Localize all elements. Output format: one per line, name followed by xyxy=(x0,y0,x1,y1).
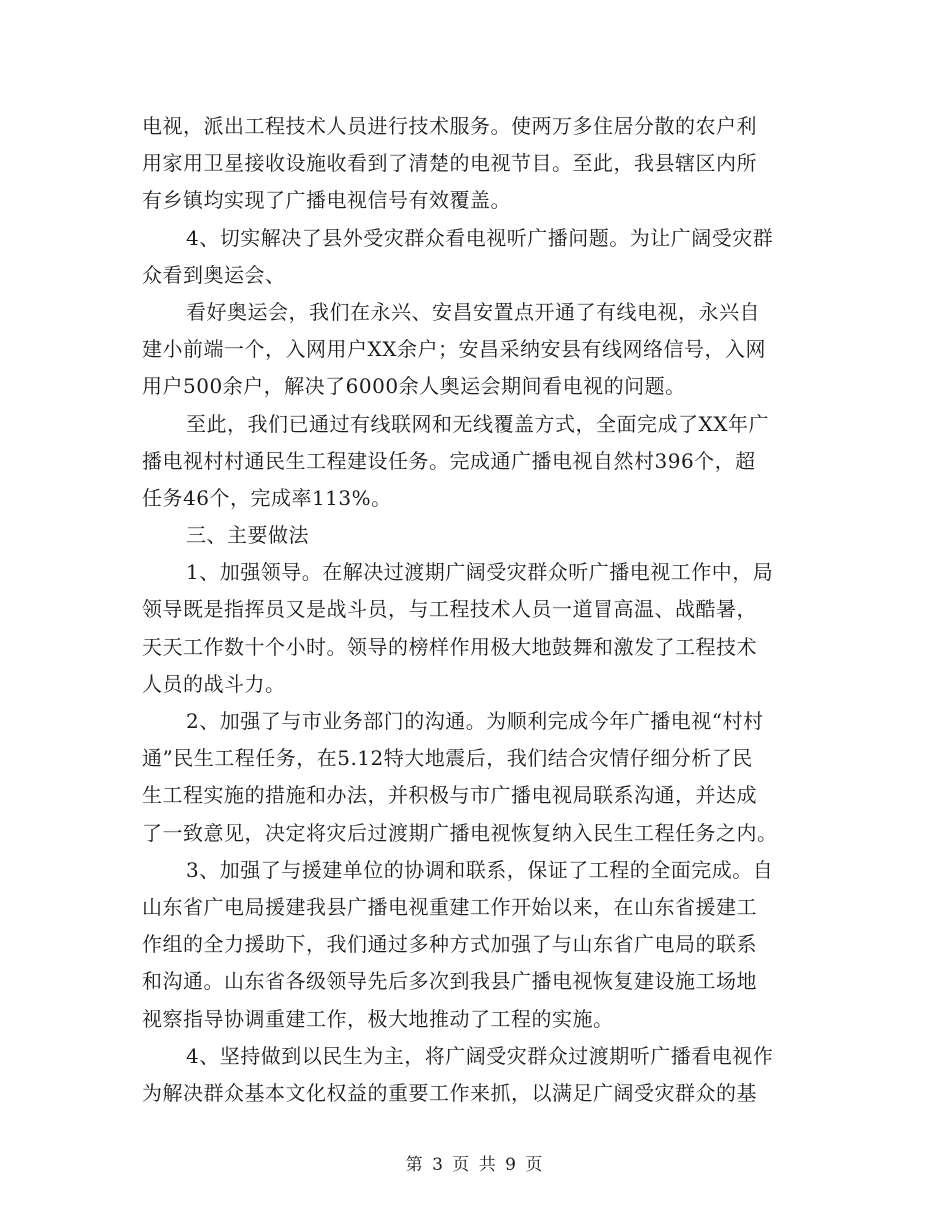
text-line: 有乡镇均实现了广播电视信号有效覆盖。 xyxy=(142,188,511,213)
text-line: 播电视村村通民生工程建设任务。完成通广播电视自然村396个，超 xyxy=(142,448,756,473)
page-footer: 第 3 页 共 9 页 xyxy=(405,1155,545,1175)
text-line: 用家用卫星接收设施收看到了清楚的电视节目。至此，我县辖区内所 xyxy=(142,151,757,176)
text-line: 和沟通。山东省各级领导先后多次到我县广播电视恢复建设施工场地 xyxy=(142,969,757,994)
text-line: 领导既是指挥员又是战斗员，与工程技术人员一道冒高温、战酷暑， xyxy=(142,597,757,622)
text-line: 任务46个，完成率113%。 xyxy=(142,485,392,510)
text-line: 天天工作数十个小时。领导的榜样作用极大地鼓舞和激发了工程技术 xyxy=(142,634,757,659)
text-line: 4、切实解决了县外受灾群众看电视听广播问题。为让广阔受灾群 xyxy=(186,225,774,250)
text-line: 三、主要做法 xyxy=(186,523,309,548)
text-line: 作组的全力援助下，我们通过多种方式加强了与山东省广电局的联系 xyxy=(142,932,757,957)
text-line: 通”民生工程任务，在5.12特大地震后，我们结合灾情仔细分析了民 xyxy=(142,746,753,771)
text-line: 至此，我们已通过有线联网和无线覆盖方式，全面完成了XX年广 xyxy=(186,411,769,436)
text-line: 为解决群众基本文化权益的重要工作来抓，以满足广阔受灾群众的基 xyxy=(142,1080,757,1105)
text-line: 电视，派出工程技术人员进行技术服务。使两万多住居分散的农户利 xyxy=(142,114,757,138)
text-line: 山东省广电局援建我县广播电视重建工作开始以来，在山东省援建工 xyxy=(142,894,757,919)
text-line: 4、坚持做到以民生为主，将广阔受灾群众过渡期听广播看电视作 xyxy=(186,1043,774,1068)
text-line: 1、加强领导。在解决过渡期广阔受灾群众听广播电视工作中，局 xyxy=(186,560,774,585)
text-line: 了一致意见，决定将灾后过渡期广播电视恢复纳入民生工程任务之内。 xyxy=(142,820,778,845)
text-line: 3、加强了与援建单位的协调和联系，保证了工程的全面完成。自 xyxy=(186,857,774,882)
text-line: 建小前端一个，入网用户XX余户；安昌采纳安县有线网络信号，入网 xyxy=(142,337,766,362)
text-line: 2、加强了与市业务部门的沟通。为顺利完成今年广播电视“村村 xyxy=(186,709,764,733)
text-line: 众看到奥运会、 xyxy=(142,262,286,287)
document-body xyxy=(142,108,807,1112)
text-line: 人员的战斗力。 xyxy=(142,671,286,696)
text-line: 生工程实施的措施和办法，并积极与市广播电视局联系沟通，并达成 xyxy=(142,783,757,808)
text-line: 看好奥运会，我们在永兴、安昌安置点开通了有线电视，永兴自 xyxy=(186,299,760,324)
text-line: 视察指导协调重建工作，极大地推动了工程的实施。 xyxy=(142,1006,614,1031)
text-line: 用户500余户，解决了6000余人奥运会期间看电视的问题。 xyxy=(142,374,686,399)
